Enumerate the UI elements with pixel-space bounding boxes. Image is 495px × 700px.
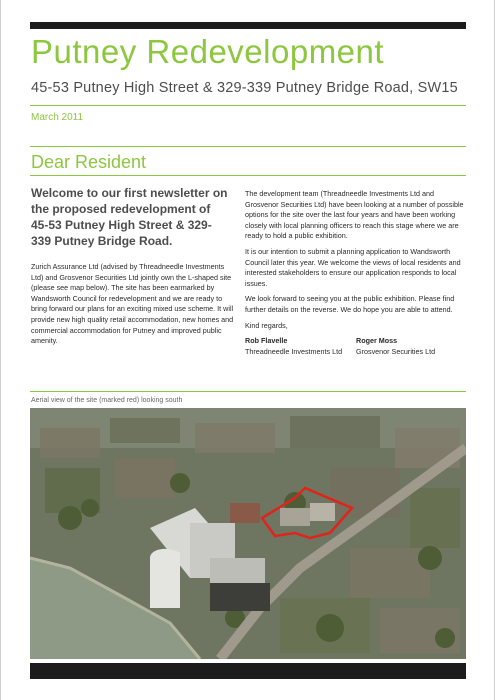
team-paragraph: The development team (Threadneedle Investments Ltd and Grosvenor Securities Ltd) have been looking at a number of possible options for the site over the last four years and have been working closely with local planning officers to reach this stage where we are ready to hold a public exhibition. <box>245 189 464 241</box>
greeting: Dear Resident <box>31 152 147 172</box>
issue-date: March 2011 <box>31 112 84 123</box>
signature-2 <box>356 336 467 357</box>
aerial-photo-illustration <box>30 408 466 659</box>
planning-paragraph: It is our intention to submit a planning application to Wandsworth Council later this year. We welcome the views of local residents and interested stakeholders to ensure our application responds to local issues. <box>245 246 461 288</box>
page-title: Putney Redevelopment <box>31 33 385 70</box>
signatory-org: Grosvenor Securities Ltd <box>356 346 436 356</box>
header-divider <box>30 105 466 106</box>
photo-divider <box>30 391 466 392</box>
greeting-divider <box>30 175 466 176</box>
site-address: 45-53 Putney High Street & 329-339 Putney Bridge Road, SW15 <box>31 80 458 96</box>
signatures <box>245 336 467 357</box>
aerial-photo <box>30 408 466 659</box>
signature-1 <box>245 336 356 357</box>
signatory-org: Threadneedle Investments Ltd <box>245 346 343 356</box>
left-column <box>31 262 236 347</box>
exhibition-paragraph: We look forward to seeing you at the public exhibition. Please find further details on the reverse. We do hope you are able to attend. <box>245 294 455 314</box>
intro-heading: Welcome to our first newsletter on the proposed redevelopment of 45-53 Putney High Street & 329-339 Putney Bridge Road. <box>31 186 228 248</box>
signoff: Kind regards, <box>245 320 288 330</box>
signatory-name: Roger Moss <box>356 336 398 346</box>
photo-caption: Aerial view of the site (marked red) looking south <box>31 397 183 404</box>
ownership-paragraph: Zurich Assurance Ltd (advised by Threadneedle Investments Ltd) and Grosvenor Securities Ltd jointly own the L-shaped site (please see map below). The site has been earmarked by Wandsworth Council for redevelopment and we are ready to bring forward our plans for an exciting mixed use scheme. It will provide new high quality retail accommodation, new homes and commercial accommodation for Putney and improved public amenity. <box>31 262 234 346</box>
right-column <box>245 189 467 357</box>
top-bar <box>30 22 466 29</box>
signatory-name: Rob Flavelle <box>245 336 288 346</box>
bottom-bar <box>30 663 466 679</box>
date-divider <box>30 146 466 147</box>
